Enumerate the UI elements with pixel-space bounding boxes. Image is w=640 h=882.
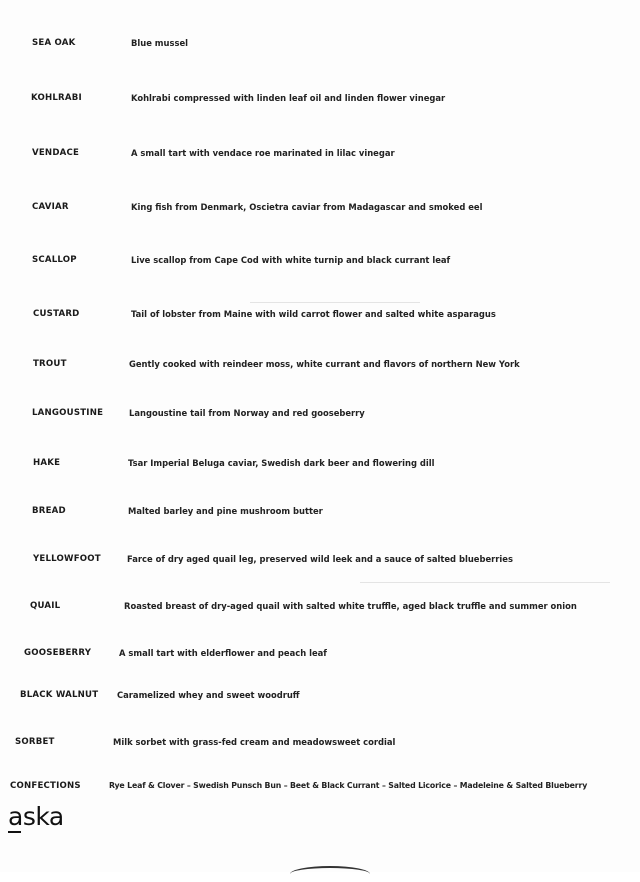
course-name: QUAIL [30,601,61,611]
logo-underline [8,831,21,833]
course-description: Caramelized whey and sweet woodruff [117,690,300,700]
course-row [0,736,640,756]
course-row [0,147,640,167]
course-row [0,553,640,573]
course-name: VENDACE [32,148,80,158]
course-description: Farce of dry aged quail leg, preserved wild leek and a sauce of salted blueberries [127,554,513,564]
course-description: Rye Leaf & Clover – Swedish Punsch Bun – Beet & Black Currant – Salted Licorice – Madeleine & Salted Blueberry [109,781,588,790]
course-description: Blue mussel [131,38,189,48]
course-row [0,689,640,709]
course-row [0,308,640,328]
course-row [0,37,640,57]
course-name: KOHLRABI [31,93,82,103]
course-name: SORBET [15,737,55,747]
course-name: CAVIAR [32,202,69,212]
course-row [0,780,640,800]
course-name: CUSTARD [33,309,80,319]
course-row [0,407,640,427]
course-name: TROUT [33,359,67,369]
course-name: SCALLOP [32,255,77,265]
course-description: King fish from Denmark, Oscietra caviar from Madagascar and smoked eel [131,202,483,212]
course-description: Malted barley and pine mushroom butter [128,506,323,516]
course-name: BLACK WALNUT [20,690,99,700]
course-row [0,358,640,378]
course-description: Live scallop from Cape Cod with white turnip and black currant leaf [131,255,451,265]
course-description: Milk sorbet with grass-fed cream and meadowsweet cordial [113,737,396,747]
course-name: SEA OAK [32,38,76,48]
course-name: CONFECTIONS [10,781,81,791]
course-description: Kohlrabi compressed with linden leaf oil and linden flower vinegar [131,93,446,103]
page-edge-arc [290,866,370,882]
scan-artifact [360,582,610,583]
course-row [0,254,640,274]
course-description: Tsar Imperial Beluga caviar, Swedish dark beer and flowering dill [128,458,435,468]
course-row [0,600,640,620]
course-description: Langoustine tail from Norway and red gooseberry [129,408,365,418]
restaurant-logo: aska [8,802,64,831]
course-description: A small tart with vendace roe marinated in lilac vinegar [131,148,395,158]
course-row [0,457,640,477]
course-name: BREAD [32,506,66,516]
course-description: Tail of lobster from Maine with wild carrot flower and salted white asparagus [131,309,496,319]
course-row [0,647,640,667]
course-row [0,92,640,112]
course-description: A small tart with elderflower and peach leaf [119,648,327,658]
course-description: Gently cooked with reindeer moss, white currant and flavors of northern New York [129,359,520,369]
course-name: HAKE [33,458,61,468]
course-row [0,201,640,221]
course-name: LANGOUSTINE [32,408,104,418]
scan-artifact [250,302,420,303]
course-name: YELLOWFOOT [33,554,101,564]
course-row [0,505,640,525]
course-description: Roasted breast of dry-aged quail with salted white truffle, aged black truffle and summer onion [124,601,577,611]
course-name: GOOSEBERRY [24,648,92,658]
